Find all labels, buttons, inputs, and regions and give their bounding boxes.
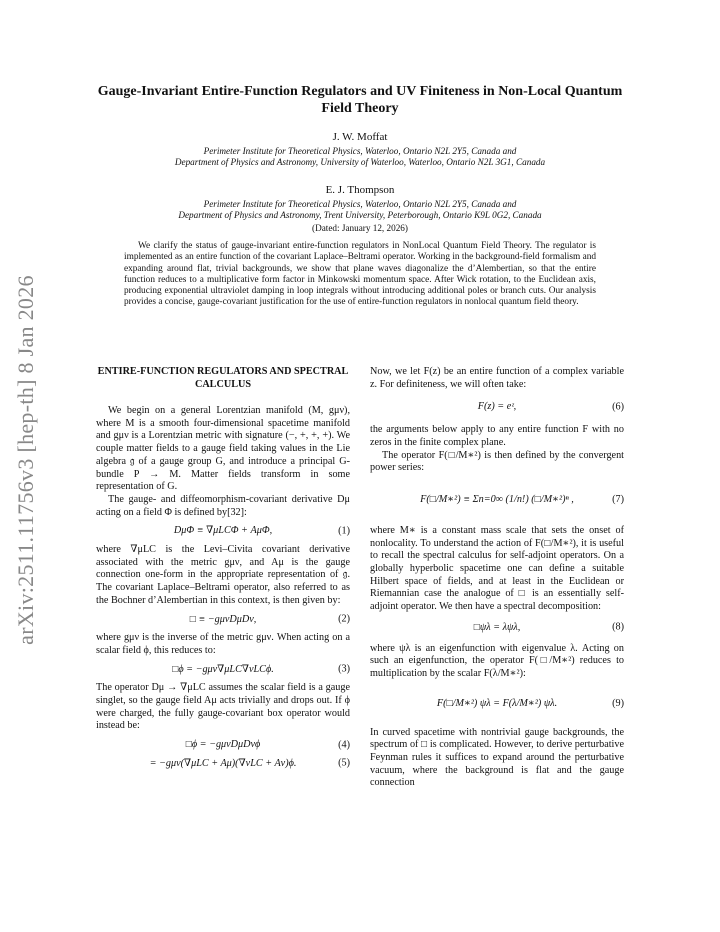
paragraph: where M∗ is a constant mass scale that sets the onset of nonlocality. To understand the action of F(□/M∗²), it is useful to recall the spectral calculus for self-adjoint operators. On a globally hyperbolic spacetime one can define a suitable Hilbert space of fields, and at least in the Euclidean or Riemannian case the analogue of □ is an essentially self-adjoint operator. We then have a spectral decomposition: bbox=[370, 524, 624, 613]
equation-number: (7) bbox=[612, 493, 624, 505]
right-column bbox=[370, 366, 624, 790]
abstract: We clarify the status of gauge-invariant entire-function regulators in NonLocal Quantum Field Theory. The regulator is implemented as an entire function of the covariant Laplace–Beltrami operator. Working in the background-field formalism and expanding around flat, trivial backgrounds, we show that plane waves diagonalize the d’Alembertian, so that the entire function reduces to a multiplicative form factor in Minkowski momentum space. After Wick rotation, to the Euclidean axis, producing exponential ultraviolet damping in loop integrals without introducing additional poles or branch cuts. Our analysis provides a concise, gauge-covariant justification for the use of entire-function regulators in nonlocal quantum field theory. bbox=[124, 241, 596, 308]
equation-body: □ ≡ −gμνDμDν, bbox=[189, 613, 257, 625]
author-2-affiliation-2: Department of Physics and Astronomy, Trent University, Peterborough, Ontario K9L 0G2, Canada bbox=[178, 210, 542, 220]
equation-body: □ϕ = −gμν∇μLC∇νLCϕ. bbox=[172, 663, 274, 675]
equation-number: (4) bbox=[338, 739, 350, 751]
equation-number: (3) bbox=[338, 663, 350, 675]
equation-3 bbox=[96, 664, 350, 677]
left-column bbox=[96, 366, 350, 777]
equation-body: □ψλ = λψλ, bbox=[473, 621, 521, 633]
equation-4 bbox=[96, 739, 350, 752]
author-1-affiliation-1: Perimeter Institute for Theoretical Physics, Waterloo, Ontario N2L 2Y5, Canada and bbox=[203, 146, 517, 156]
author-2-name: E. J. Thompson bbox=[325, 184, 395, 196]
equation-number: (8) bbox=[612, 621, 624, 633]
equation-body: □ϕ = −gμνDμDνϕ bbox=[185, 739, 261, 751]
equation-body: F(□/M∗²) ψλ = F(λ/M∗²) ψλ. bbox=[436, 697, 558, 709]
paragraph: the arguments below apply to any entire function F with no zeros in the finite complex plane. bbox=[370, 424, 624, 448]
paragraph: where ∇μLC is the Levi–Civita covariant derivative associated with the metric gμν, and Aμ is the gauge connection one-form in the appropriate representation of 𝔤. The covariant Laplace–Beltrami operator, also referred to as the Bochner d’Alembertian in this context, is then given by: bbox=[96, 544, 350, 606]
paragraph: The operator Dμ → ∇μLC assumes the scalar field is a gauge singlet, so the gauge field Aμ acts trivially and drops out. If ϕ were charged, the fully gauge-covariant box operator would instead be: bbox=[96, 682, 350, 732]
paragraph: In curved spacetime with nontrivial gauge backgrounds, the spectrum of □ is complicated. However, to derive perturbative Feynman rules it suffices to expand around the perturbative vacuum, where the background is flat and the gauge connection bbox=[370, 726, 624, 789]
date-line: (Dated: January 12, 2026) bbox=[312, 223, 408, 233]
equation-number: (2) bbox=[338, 613, 350, 625]
paragraph: The gauge- and diffeomorphism-covariant derivative Dμ acting on a field Φ is defined by[32]: bbox=[96, 493, 350, 518]
equation-body: F(□/M∗²) ≡ Σn=0∞ (1/n!) (□/M∗²)ⁿ , bbox=[420, 493, 574, 505]
equation-number: (5) bbox=[338, 757, 350, 769]
equation-body: DμΦ ≡ ∇μLCΦ + AμΦ, bbox=[173, 525, 273, 537]
author-1-affiliation-2: Department of Physics and Astronomy, University of Waterloo, Waterloo, Ontario N2L 3G1, Canada bbox=[174, 157, 546, 167]
author-2-affiliation-1: Perimeter Institute for Theoretical Physics, Waterloo, Ontario N2L 2Y5, Canada and bbox=[203, 199, 517, 209]
equation-5 bbox=[96, 758, 350, 771]
paragraph: Now, we let F(z) be an entire function of a complex variable z. For definiteness, we will often take: bbox=[370, 366, 624, 390]
equation-8 bbox=[370, 622, 624, 635]
arxiv-sidebar-stamp bbox=[6, 270, 46, 650]
equation-9 bbox=[370, 687, 624, 721]
equation-7 bbox=[370, 481, 624, 519]
equation-1 bbox=[96, 525, 350, 538]
equation-2 bbox=[96, 614, 350, 627]
equation-number: (6) bbox=[612, 401, 624, 413]
section-heading: ENTIRE-FUNCTION REGULATORS AND SPECTRAL CALCULUS bbox=[97, 366, 349, 390]
paragraph: The operator F(□/M∗²) is then defined by the convergent power series: bbox=[370, 449, 624, 474]
equation-number: (9) bbox=[612, 697, 624, 709]
equation-body: F(z) = eᶻ, bbox=[477, 401, 517, 413]
paragraph: We begin on a general Lorentzian manifold (M, gμν), where M is a smooth four-dimensional spacetime manifold and gμν is a Lorentzian metric with signature (−, +, +, +). We couple matter fields to a gauge field taking values in the Lie algebra 𝔤 of a gauge group G, and introduce a principal G-bundle P → M. Matter fields transform in some representation of G. bbox=[96, 405, 350, 493]
arxiv-id: arXiv:2511.11756v3 [hep-th] 8 Jan 2026 bbox=[13, 275, 38, 645]
paragraph: where gμν is the inverse of the metric gμν. When acting on a scalar field ϕ, this reduces to: bbox=[96, 632, 350, 656]
equation-6 bbox=[370, 401, 624, 414]
paragraph: where ψλ is an eigenfunction with eigenvalue λ. Acting on such an eigenfunction, the operator F(□/M∗²) reduces to multiplication by the scalar F(λ/M∗²): bbox=[370, 642, 624, 679]
paper-title: Gauge-Invariant Entire-Function Regulators and UV Finiteness in Non-Local Quantum Field Theory bbox=[97, 84, 623, 116]
author-1-name: J. W. Moffat bbox=[332, 131, 388, 143]
equation-body: = −gμν(∇μLC + Aμ)(∇νLC + Aν)ϕ. bbox=[149, 757, 297, 769]
equation-number: (1) bbox=[338, 525, 350, 537]
